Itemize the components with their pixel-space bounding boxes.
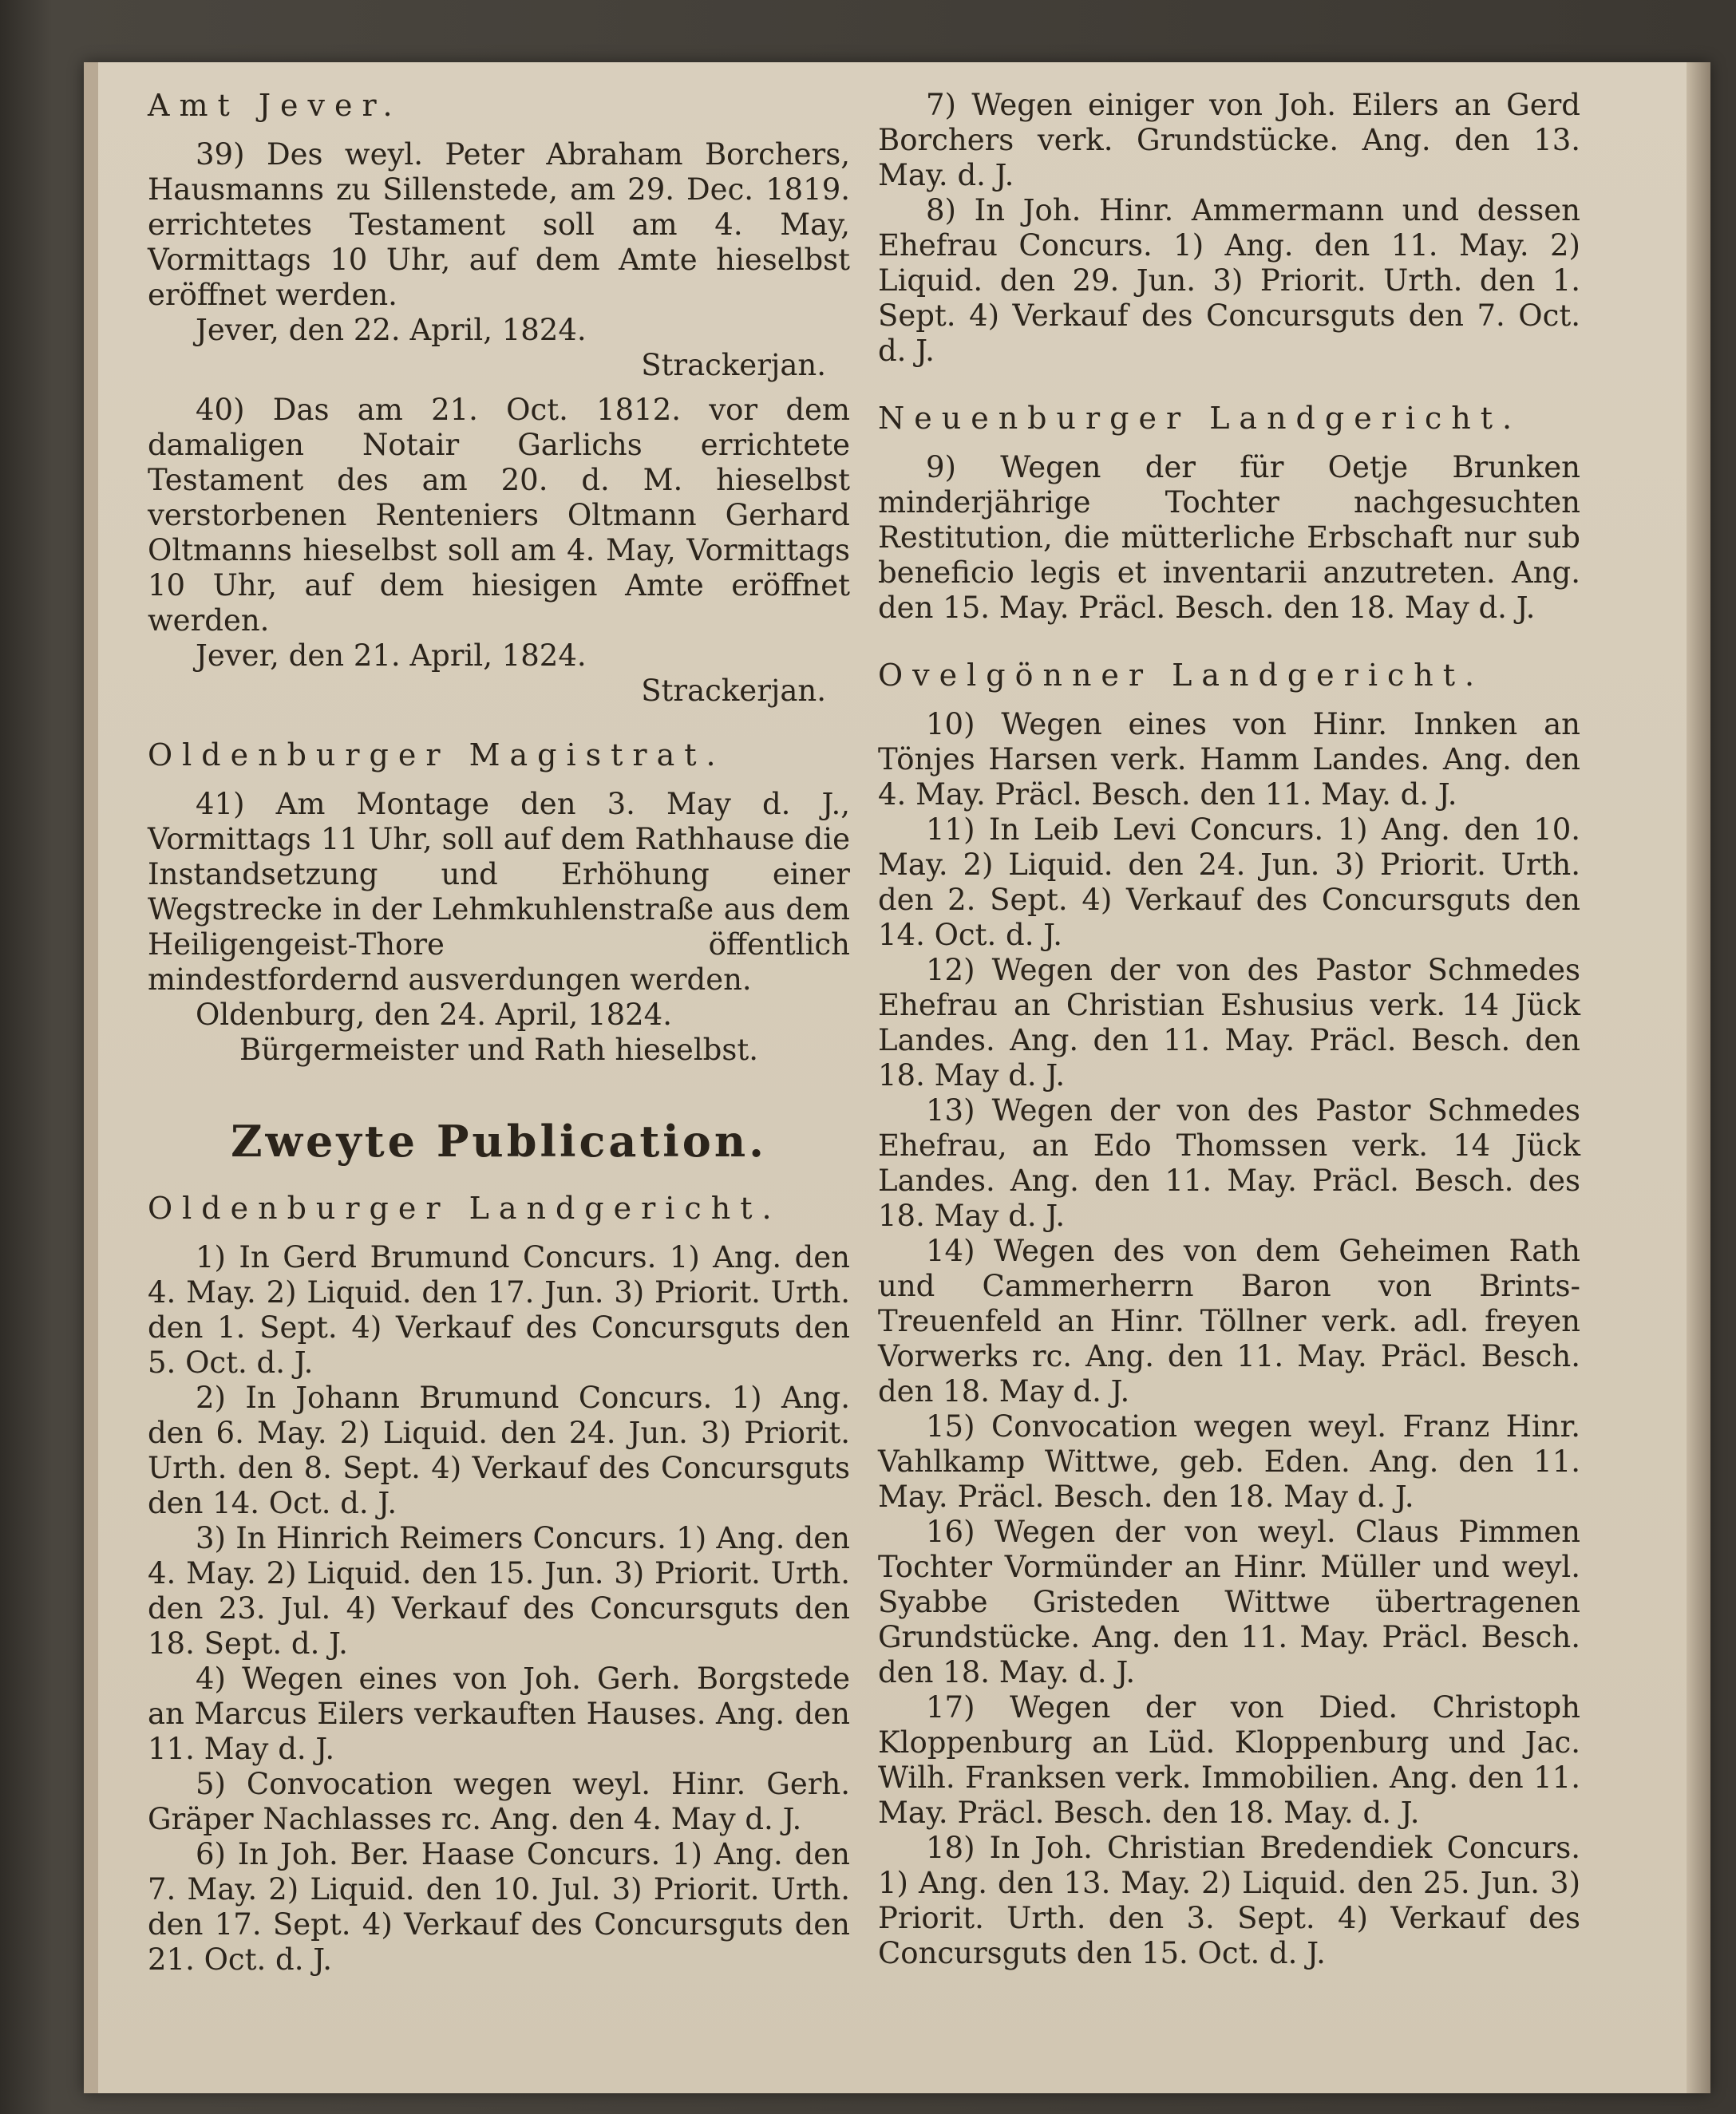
page-gutter (1687, 62, 1710, 2093)
notice-9: 9) Wegen der für Oetje Brunken minderjährige Tochter nachgesuchten Restitution, die mütterliche Erbschaft nur sub beneficio legis et inventarii anzutreten. Ang. den 15. May. Präcl. Besch. den 18. May d. J. (878, 450, 1580, 625)
notice-2: 2) In Johann Brumund Concurs. 1) Ang. den 6. May. 2) Liquid. den 24. Jun. 3) Priorit. Urth. den 8. Sept. 4) Verkauf des Concursguts den 14. Oct. d. J. (148, 1381, 850, 1520)
notice-17: 17) Wegen der von Died. Christoph Kloppenburg an Lüd. Kloppenburg und Jac. Wilh. Franksen verk. Immobilien. Ang. den 11. May. Präcl. Besch. den 18. May. d. J. (878, 1690, 1580, 1830)
notice-5: 5) Convocation wegen weyl. Hinr. Gerh. Gräper Nachlasses rc. Ang. den 4. May d. J. (148, 1767, 850, 1836)
notice-39-signature: Strackerjan. (641, 348, 826, 382)
notice-12: 12) Wegen der von des Pastor Schmedes Ehefrau an Christian Eshusius verk. 14 Jück Landes. Ang. den 11. May. Präcl. Besch. den 18. May d. J. (878, 953, 1580, 1093)
notice-10: 10) Wegen eines von Hinr. Innken an Tönjes Harsen verk. Hamm Landes. Ang. den 4. May. Präcl. Besch. den 11. May. d. J. (878, 707, 1580, 812)
right-column (878, 88, 1580, 1971)
section-heading-magistrat: Oldenburger Magistrat. (148, 737, 726, 772)
notice-16: 16) Wegen der von weyl. Claus Pimmen Tochter Vormünder an Hinr. Müller und weyl. Syabbe Gristeden Wittwe übertragenen Grundstücke. Ang. den 11. May. Präcl. Besch. den 18. May. d. J. (878, 1515, 1580, 1689)
section-heading-amt-jever: Amt Jever. (148, 88, 402, 123)
notice-1: 1) In Gerd Brumund Concurs. 1) Ang. den 4. May. 2) Liquid. den 17. Jun. 3) Priorit. Urth. den 1. Sept. 4) Verkauf des Concursguts den 5. Oct. d. J. (148, 1240, 850, 1380)
notice-18: 18) In Joh. Christian Bredendiek Concurs. 1) Ang. den 13. May. 2) Liquid. den 25. Jun. 3) Priorit. Urth. den 3. Sept. 4) Verkauf des Concursguts den 15. Oct. d. J. (878, 1831, 1580, 1970)
left-column (148, 88, 850, 1978)
notice-39: 39) Des weyl. Peter Abraham Borchers, Hausmanns zu Sillenstede, am 29. Dec. 1819. errichtetes Testament soll am 4. May, Vormittags 10 Uhr, auf dem Amte hieselbst eröffnet werden. (148, 137, 850, 312)
notice-41-place-date: Oldenburg, den 24. April, 1824. (196, 998, 672, 1032)
notice-40: 40) Das am 21. Oct. 1812. vor dem damaligen Notair Garlichs errichtete Testament des am 20. d. M. hieselbst verstorbenen Renteniers Oltmann Gerhard Oltmanns hieselbst soll am 4. May, Vormittags 10 Uhr, auf dem hiesigen Amte eröffnet werden. (148, 393, 850, 638)
section-heading-ovelgoenne: Ovelgönner Landgericht. (878, 658, 1485, 693)
notice-13: 13) Wegen der von des Pastor Schmedes Ehefrau, an Edo Thomssen verk. 14 Jück Landes. Ang. den 11. May. Präcl. Besch. des 18. May d. J. (878, 1093, 1580, 1233)
notice-3: 3) In Hinrich Reimers Concurs. 1) Ang. den 4. May. 2) Liquid. den 15. Jun. 3) Priorit. Urth. den 23. Jul. 4) Verkauf des Concursguts den 18. Sept. d. J. (148, 1521, 850, 1661)
notice-6: 6) In Joh. Ber. Haase Concurs. 1) Ang. den 7. May. 2) Liquid. den 10. Jul. 3) Priorit. Urth. den 17. Sept. 4) Verkauf des Concursguts den 21. Oct. d. J. (148, 1837, 850, 1977)
notice-14: 14) Wegen des von dem Geheimen Rath und Cammerherrn Baron von Brints-Treuenfeld an Hinr. Töllner verk. adl. freyen Vorwerks rc. Ang. den 11. May. Präcl. Besch. den 18. May d. J. (878, 1234, 1580, 1409)
notice-11: 11) In Leib Levi Concurs. 1) Ang. den 10. May. 2) Liquid. den 24. Jun. 3) Priorit. Urth. den 2. Sept. 4) Verkauf des Concursguts den 14. Oct. d. J. (878, 812, 1580, 952)
section-heading-landgericht: Oldenburger Landgericht. (148, 1191, 781, 1226)
notice-39-place-date: Jever, den 22. April, 1824. (196, 313, 587, 347)
notice-4: 4) Wegen eines von Joh. Gerh. Borgstede an Marcus Eilers verkauften Hauses. Ang. den 11. May d. J. (148, 1662, 850, 1766)
notice-7: 7) Wegen einiger von Joh. Eilers an Gerd Borchers verk. Grundstücke. Ang. den 13. May. d. J. (878, 88, 1580, 192)
section-heading-neuenburg: Neuenburger Landgericht. (878, 401, 1522, 436)
notice-40-place-date: Jever, den 21. April, 1824. (196, 638, 587, 673)
notice-41: 41) Am Montage den 3. May d. J., Vormittags 11 Uhr, soll auf dem Rathhause die Instandsetzung und Erhöhung einer Wegstrecke in der Lehmkuhlenstraße aus dem Heiligengeist-Thore öffentlich mindestfordernd ausverdungen werden. (148, 787, 850, 997)
notice-8: 8) In Joh. Hinr. Ammermann und dessen Ehefrau Concurs. 1) Ang. den 11. May. 2) Liquid. den 29. Jun. 3) Priorit. Urth. den 1. Sept. 4) Verkauf des Concursguts den 7. Oct. d. J. (878, 193, 1580, 368)
notice-41-signature: Bürgermeister und Rath hieselbst. (239, 1033, 758, 1067)
publication-title: Zweyte Publication. (231, 1116, 767, 1167)
notice-40-signature: Strackerjan. (641, 674, 826, 708)
notice-15: 15) Convocation wegen weyl. Franz Hinr. Vahlkamp Wittwe, geb. Eden. Ang. den 11. May. Präcl. Besch. den 18. May d. J. (878, 1409, 1580, 1514)
